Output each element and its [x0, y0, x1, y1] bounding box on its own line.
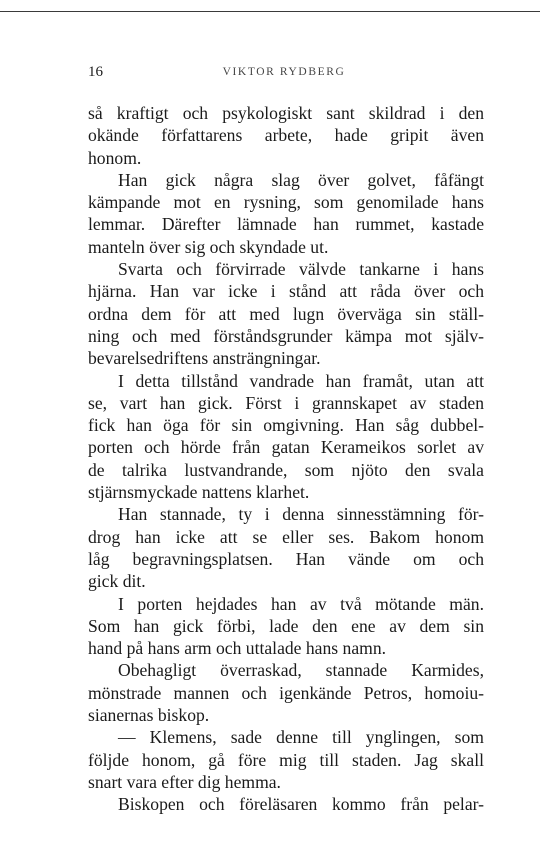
- text-line: lemmar. Därefter lämnade han rummet, kastade: [88, 214, 484, 235]
- text-line: snart vara efter dig hemma.: [88, 771, 281, 792]
- text-line: gick dit.: [88, 571, 146, 592]
- text-line: så kraftigt och psykologiskt sant skildrad i den: [88, 103, 484, 123]
- text-line: I porten hejdades han av två mötande män.: [118, 593, 484, 614]
- text-line: Svarta och förvirrade välvde tankarne i hans: [118, 259, 484, 280]
- text-line: drog han icke att se eller ses. Bakom honom: [88, 526, 484, 547]
- text-line: manteln över sig och skyndade ut.: [88, 236, 329, 257]
- text-line: stjärnsmyckade nattens klarhet.: [88, 482, 310, 503]
- text-line: följde honom, gå före mig till staden. Jag skall: [88, 749, 484, 770]
- text-line: mönstrade mannen och igenkände Petros, homoiu-: [88, 682, 484, 703]
- text-line: bevarelsedriftens ansträngningar.: [88, 348, 321, 369]
- page-header: [88, 64, 480, 86]
- text-line: I detta tillstånd vandrade han framåt, utan att: [118, 370, 484, 391]
- text-line: Biskopen och föreläsaren kommo från pelar-: [118, 794, 484, 815]
- text-line: porten och hörde från gatan Kerameikos sorlet av: [88, 437, 484, 458]
- body-text: [88, 102, 484, 816]
- page-number: 16: [88, 64, 103, 80]
- text-line: Som han gick förbi, lade den ene av dem sin: [88, 615, 484, 636]
- text-line: honom.: [88, 147, 142, 168]
- text-line: — Klemens, sade denne till ynglingen, som: [118, 727, 484, 748]
- text-line: Obehagligt överraskad, stannade Karmides,: [118, 660, 484, 681]
- text-line: sianernas biskop.: [88, 705, 210, 726]
- text-line: de talrika lustvandrande, som njöto den svala: [88, 459, 484, 480]
- text-line: fick han öga för sin omgivning. Han såg dubbel-: [88, 415, 484, 436]
- running-head: VIKTOR RYDBERG: [222, 66, 346, 78]
- text-line: hjärna. Han var icke i stånd att råda över och: [88, 281, 484, 302]
- text-line: ning och med förståndsgrunder kämpa mot själv-: [88, 325, 484, 346]
- text-line: okände författarens arbete, hade gripit även: [88, 125, 484, 146]
- text-line: ordna dem för att med lugn överväga sin ställ-: [88, 303, 484, 324]
- top-rule: [0, 11, 540, 12]
- text-line: Han stannade, ty i denna sinnesstämning för-: [118, 504, 484, 525]
- text-line: hand på hans arm och uttalade hans namn.: [88, 638, 387, 659]
- text-line: låg begravningsplatsen. Han vände om och: [88, 548, 484, 569]
- text-line: se, vart han gick. Först i grannskapet av staden: [88, 392, 484, 413]
- text-line: kämpande mot en rysning, som genomilade hans: [88, 192, 484, 213]
- text-line: Han gick några slag över golvet, fåfängt: [118, 169, 484, 190]
